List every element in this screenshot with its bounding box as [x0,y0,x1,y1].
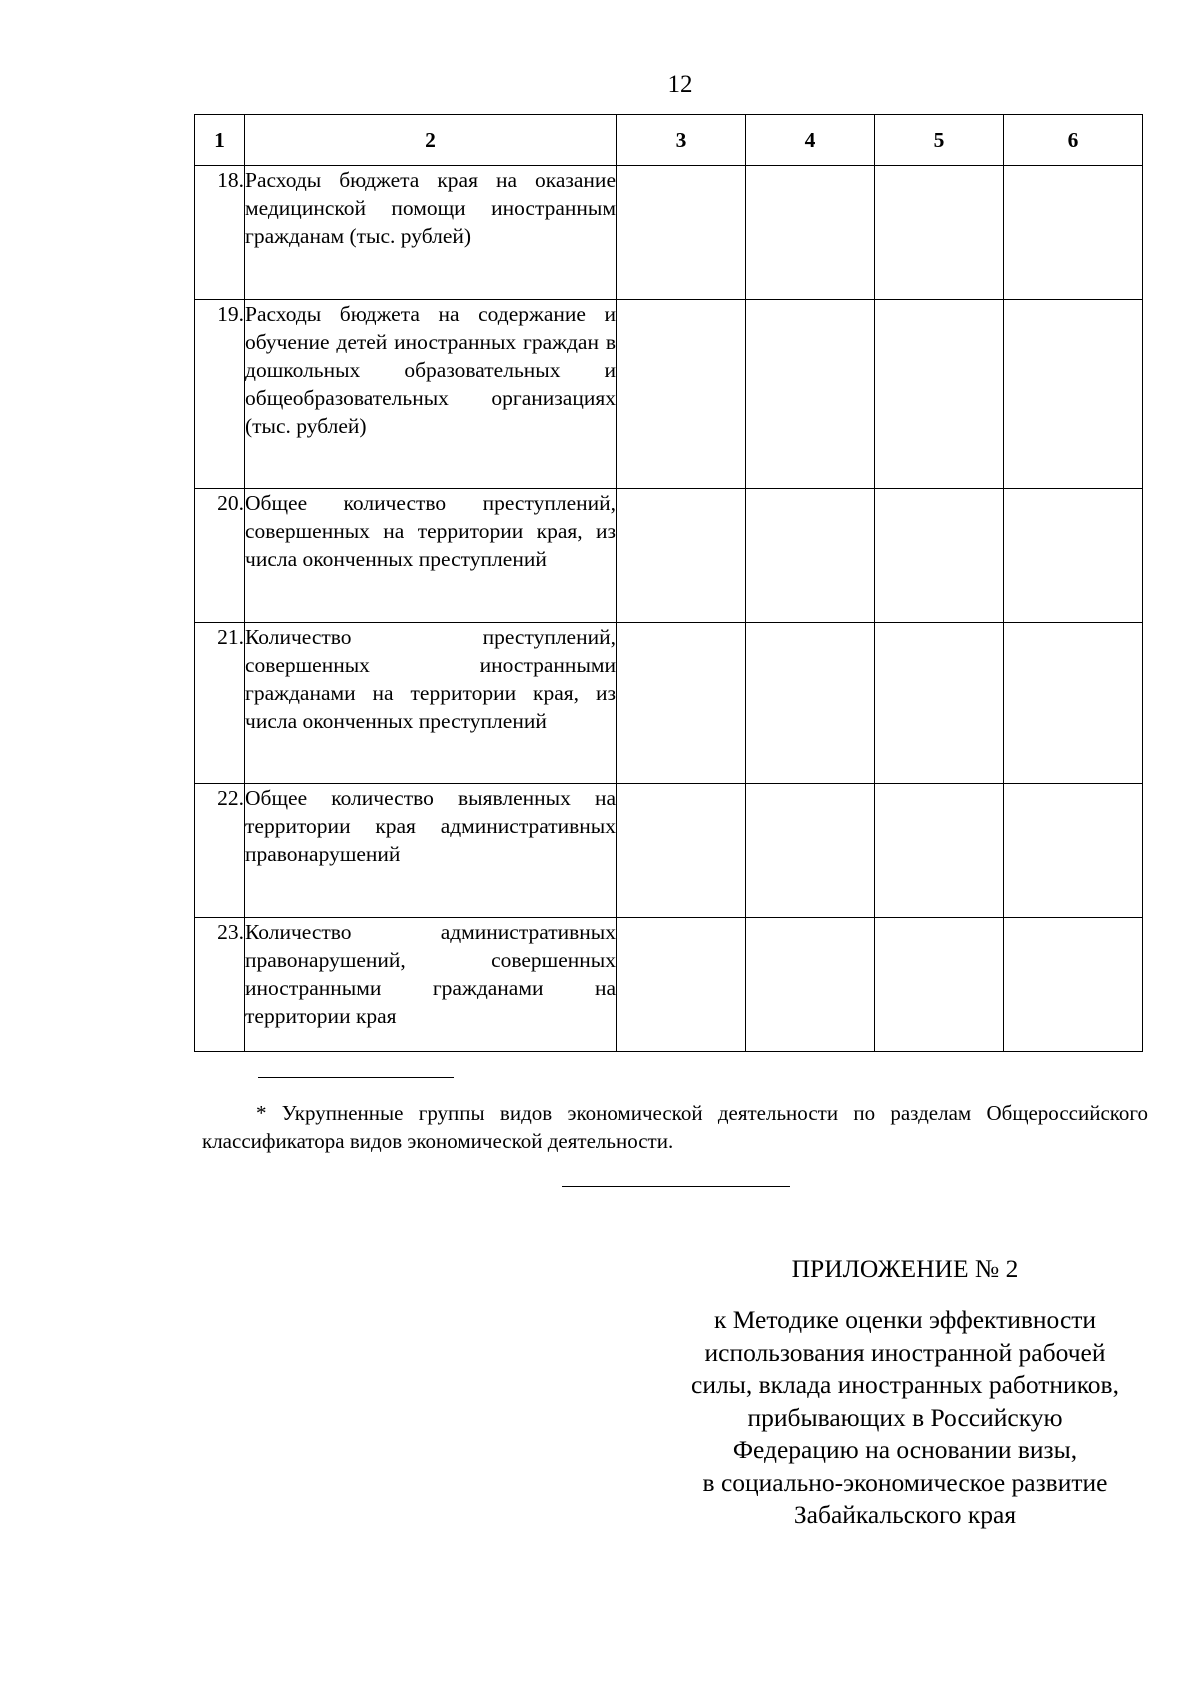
appendix-subtitle [640,1304,1170,1532]
row-number: 19. [195,300,245,489]
value-cell [875,166,1004,300]
value-cell [875,918,1004,1052]
table-header-row [195,115,1143,166]
value-cell [1004,784,1143,918]
table-row [195,300,1143,489]
appendix-subtitle-line: в социально-экономическое развитие [702,1467,1108,1497]
page-number: 12 [667,71,693,98]
appendix-subtitle-line: к Методике оценки эффективности [713,1305,1097,1334]
value-cell [875,300,1004,489]
appendix-subtitle-line: прибывающих в Российскую [747,1402,1063,1432]
table-row [195,784,1143,918]
value-cell [1004,300,1143,489]
row-number: 23. [195,918,245,1052]
value-cell [875,784,1004,918]
value-cell [746,489,875,623]
value-cell [617,300,746,489]
value-cell [875,623,1004,784]
row-number: 18. [195,166,245,300]
column-header: 1 [195,115,245,166]
row-description: Общее количество преступлений, совершенных на территории края, из числа оконченных преступлений [245,489,617,623]
value-cell [1004,166,1143,300]
appendix-subtitle-line: Федерацию на основании визы, [732,1435,1078,1464]
value-cell [617,166,746,300]
value-cell [1004,918,1143,1052]
row-description: Количество административных правонарушений, совершенных иностранными гражданами на территории края [245,918,617,1052]
value-cell [1004,623,1143,784]
appendix-subtitle-line: Забайкальского края [793,1500,1017,1529]
row-description: Общее количество выявленных на территории края административных правонарушений [245,784,617,918]
column-header: 6 [1004,115,1143,166]
row-number: 21. [195,623,245,784]
appendix-subtitle-line: силы, вклада иностранных работников, [691,1370,1119,1399]
value-cell [617,918,746,1052]
column-header: 3 [617,115,746,166]
value-cell [617,784,746,918]
value-cell [617,489,746,623]
footnote: * Укрупненные группы видов экономической деятельности по разделам Общероссийского классификатора видов экономической деятельности. [202,1101,1148,1153]
section-end-divider [562,1186,790,1187]
value-cell [617,623,746,784]
footnote-divider [258,1077,454,1078]
indicators-table [194,114,1143,1052]
row-description: Расходы бюджета края на оказание медицинской помощи иностранным гражданам (тыс. рублей) [245,166,617,300]
column-header: 5 [875,115,1004,166]
value-cell [746,918,875,1052]
value-cell [1004,489,1143,623]
value-cell [875,489,1004,623]
value-cell [746,300,875,489]
table-row [195,489,1143,623]
row-description: Количество преступлений, совершенных иностранными гражданами на территории края, из числа оконченных преступлений [245,623,617,784]
column-header: 4 [746,115,875,166]
appendix-subtitle-line: использования иностранной рабочей [704,1337,1106,1367]
table-row [195,918,1143,1052]
row-description: Расходы бюджета на содержание и обучение детей иностранных граждан в дошкольных образовательных и общеобразовательных организациях (тыс. рублей) [245,300,617,489]
row-number: 20. [195,489,245,623]
table-row [195,166,1143,300]
column-header: 2 [245,115,617,166]
value-cell [746,166,875,300]
value-cell [746,784,875,918]
row-number: 22. [195,784,245,918]
table-row [195,623,1143,784]
appendix-title: ПРИЛОЖЕНИЕ № 2 [791,1254,1019,1283]
value-cell [746,623,875,784]
